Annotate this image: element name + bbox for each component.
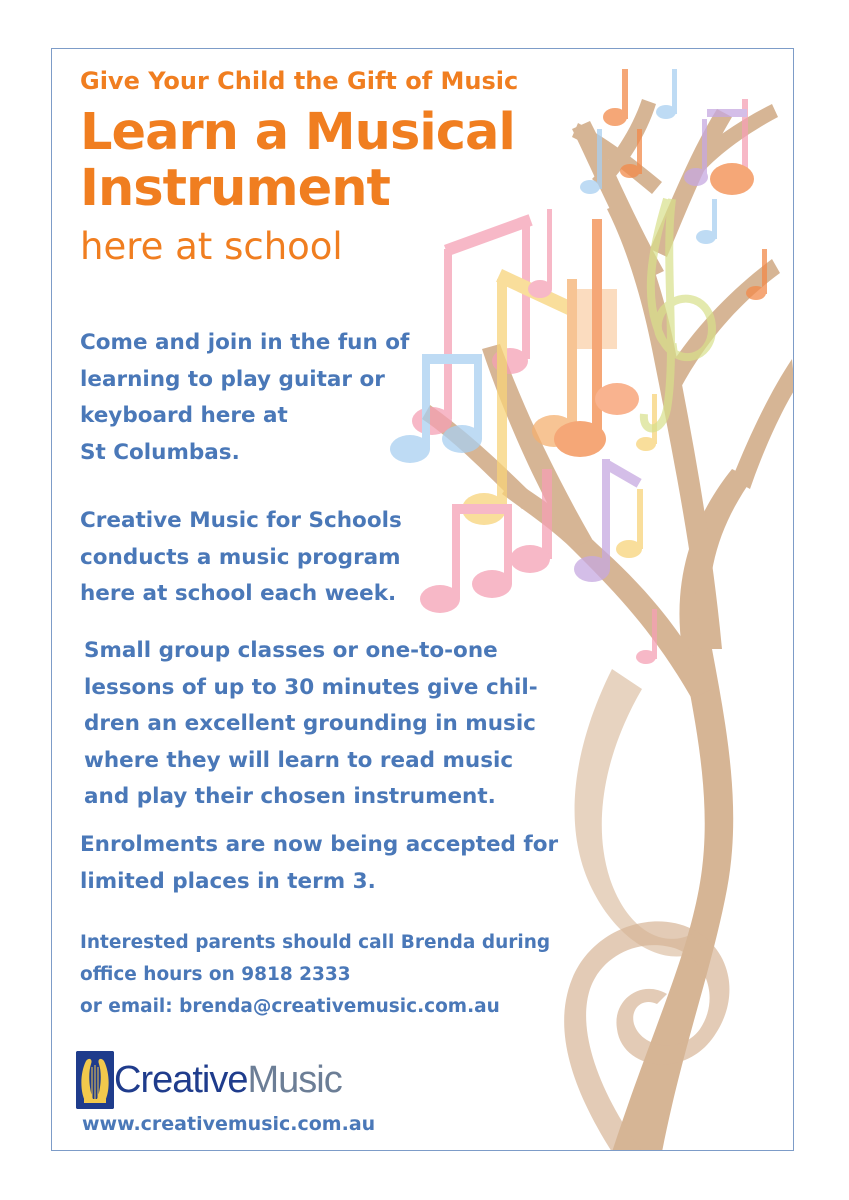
paragraph-line: Creative Music for Schools	[80, 508, 402, 533]
headline-line-2: Instrument	[80, 159, 390, 218]
headline	[80, 105, 600, 217]
paragraph-enrolments	[80, 827, 558, 900]
paragraph-line: lessons of up to 30 minutes give chil-	[84, 674, 538, 700]
paragraph-line: limited places in term 3.	[80, 868, 376, 894]
paragraph-program	[80, 503, 402, 613]
paragraph-line: St Columbas.	[80, 439, 240, 465]
flyer-frame	[51, 48, 794, 1151]
headline-line-1: Learn a Musical	[80, 103, 515, 162]
contact-info	[80, 927, 550, 1023]
paragraph-line: Enrolments are now being accepted for	[80, 832, 559, 857]
creative-music-logo	[76, 1049, 376, 1111]
lyre-icon	[76, 1051, 114, 1109]
logo-word-creative: Creative	[114, 1059, 248, 1101]
paragraph-line: here at school each week.	[80, 581, 397, 606]
subheading: Give Your Child the Gift of Music	[80, 67, 519, 95]
website-link[interactable]: www.creativemusic.com.au	[82, 1113, 376, 1135]
paragraph-line: Come and join in the fun of	[80, 330, 410, 355]
paragraph-line: Small group classes or one-to-one	[84, 638, 498, 663]
paragraph-line: dren an excellent grounding in music	[84, 711, 536, 736]
paragraph-line: and play their chosen instrument.	[84, 784, 496, 809]
contact-line: office hours on 9818 2333	[80, 964, 351, 985]
paragraph-line: learning to play guitar or	[80, 366, 385, 392]
paragraph-line: where they will learn to read music	[84, 747, 514, 773]
paragraph-intro	[80, 325, 409, 471]
paragraph-line: conducts a music program	[80, 544, 401, 570]
contact-email[interactable]: or email: brenda@creativemusic.com.au	[80, 996, 500, 1017]
paragraph-line: keyboard here at	[80, 403, 288, 428]
tagline: here at school	[80, 225, 343, 268]
contact-line: Interested parents should call Brenda during	[80, 932, 551, 953]
paragraph-classes	[84, 633, 538, 816]
logo-wordmark	[114, 1059, 342, 1102]
logo-word-music: Music	[247, 1059, 342, 1101]
